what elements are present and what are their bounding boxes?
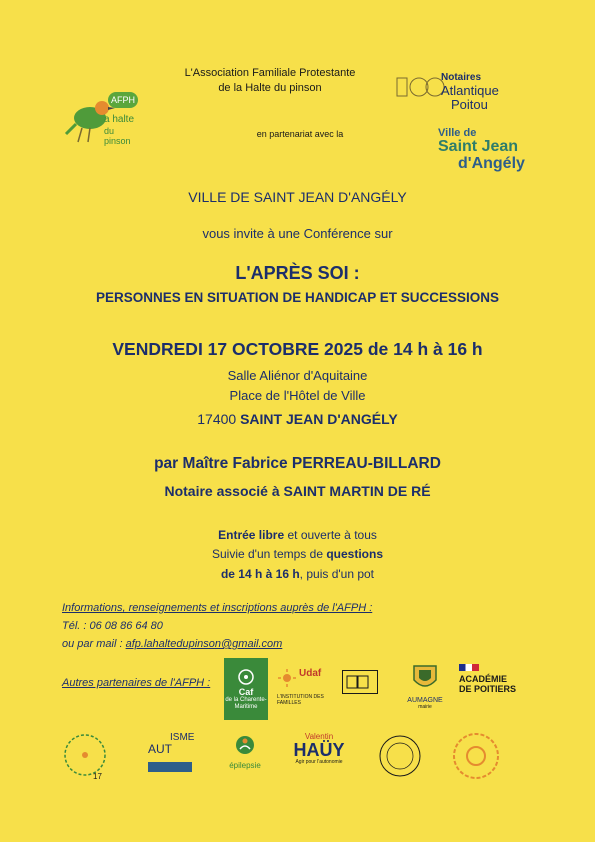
association-line1: L'Association Familiale Protestante: [184, 67, 356, 79]
entry-line: [0, 528, 595, 542]
epilepsie-figure-icon: [234, 734, 256, 756]
caf-sub: de la Charente-Maritime: [225, 697, 267, 710]
aumagne-logo: [405, 664, 445, 712]
ville-line1: Ville de: [438, 127, 477, 139]
conference-title: L'APRÈS SOI :: [235, 263, 360, 283]
republique-flag-icon: [459, 664, 479, 671]
caf-name: Caf: [238, 687, 254, 697]
autisme-logo: [146, 730, 194, 780]
afph-badge: AFPH: [108, 92, 138, 108]
speaker-prefix: par: [154, 455, 179, 472]
round-seal-logo: [376, 732, 424, 780]
notaires-emblem-icon: [395, 72, 445, 102]
followup-time: de 14 h à 16 h: [220, 567, 300, 581]
info-tel: Tél. : 06 08 86 64 80: [62, 620, 163, 632]
udaf-sub: L'INSTITUTION DES FAMILLES: [277, 694, 324, 706]
followup-text: Suivie d'un temps de: [211, 547, 323, 561]
partnership-text: en partenariat avec la: [256, 129, 344, 139]
udaf-name: Udaf: [299, 668, 322, 679]
aut-text: AUT: [148, 742, 172, 756]
horizon-ring-icon: [60, 728, 110, 784]
speaker-role: Notaire associé à SAINT MARTIN DE RÉ: [164, 483, 431, 499]
horizon-number: 17: [93, 772, 102, 781]
hauy-logo: [286, 732, 352, 782]
ville-logo: [436, 127, 536, 177]
isme-text: ISME: [170, 732, 195, 743]
epilepsie-logo: [220, 734, 270, 780]
seal-ring-icon: [376, 732, 424, 780]
udaf-logo: [277, 666, 337, 706]
hauy-sub: Agir pour l'autonomie: [295, 759, 343, 765]
sun-circle-logo: [448, 728, 504, 784]
notaires-word: Notaires: [441, 72, 482, 83]
caf-emblem-icon: [236, 667, 256, 687]
valentin-text: Valentin: [304, 732, 334, 741]
academie-line1: ACADÉMIE: [459, 674, 508, 684]
caf-logo: [224, 658, 268, 720]
entry-open: et ouverte à tous: [287, 528, 377, 542]
autisme-band: [148, 762, 192, 772]
info-mail-link[interactable]: afp.lahaltedupinson@gmail.com: [125, 638, 283, 650]
aumagne-sub: mairie: [418, 704, 432, 710]
partners-label: Autres partenaires de l'AFPH :: [62, 677, 211, 689]
venue-place: Place de l'Hôtel de Ville: [229, 388, 366, 403]
notaires-poitou: Poitou: [451, 97, 488, 112]
aumagne-name: AUMAGNE: [407, 697, 443, 704]
notaires-atlantique: Atlantique: [441, 83, 499, 98]
academie-logo: [459, 664, 529, 714]
city-heading: VILLE DE SAINT JEAN D'ANGÉLY: [188, 189, 407, 205]
info-mail-line: [62, 638, 282, 650]
venue-zip: 17400: [197, 411, 237, 427]
event-date: VENDREDI 17 OCTOBRE 2025 de 14 h à 16 h: [112, 339, 483, 359]
venue-room: Salle Aliénor d'Aquitaine: [227, 368, 368, 383]
afph-logo: [60, 88, 140, 148]
venue-city-name: SAINT JEAN D'ANGÉLY: [240, 411, 398, 427]
entry-free: Entrée libre: [218, 528, 285, 542]
notaires-logo: [395, 68, 525, 118]
ville-line3: d'Angély: [458, 155, 525, 172]
info-heading: Informations, renseignements et inscriptions auprès de l'AFPH :: [62, 602, 373, 614]
afph-name-line1: a halte: [104, 114, 135, 125]
library-logo: [342, 670, 378, 694]
followup-line1: [0, 547, 595, 561]
horizon-name: [60, 728, 61, 729]
hauy-text: HAÜY: [293, 740, 345, 760]
horizon-logo: [60, 728, 110, 784]
afph-name-line2: du pinson: [104, 126, 131, 146]
info-mail-prefix: ou par mail :: [62, 638, 123, 650]
speaker-line: [0, 455, 595, 473]
book-icon: [343, 671, 377, 693]
followup-rest: , puis d'un pot: [299, 567, 375, 581]
speaker-name: Maître Fabrice PERREAU-BILLARD: [182, 455, 441, 472]
udaf-sun-icon: [277, 668, 297, 688]
epilepsie-name: épilepsie: [229, 761, 261, 770]
followup-questions: questions: [326, 547, 384, 561]
association-line2: de la Halte du pinson: [218, 82, 322, 94]
invite-line: vous invite à une Conférence sur: [202, 226, 393, 241]
venue-city: [0, 411, 595, 427]
conference-subtitle: PERSONNES EN SITUATION DE HANDICAP ET SUCCESSIONS: [95, 290, 500, 305]
aumagne-shield-icon: [412, 664, 438, 692]
academie-line2: DE POITIERS: [459, 684, 517, 694]
sun-ring-icon: [448, 728, 504, 784]
ville-line2: Saint Jean: [438, 138, 519, 155]
followup-line2: [0, 567, 595, 581]
